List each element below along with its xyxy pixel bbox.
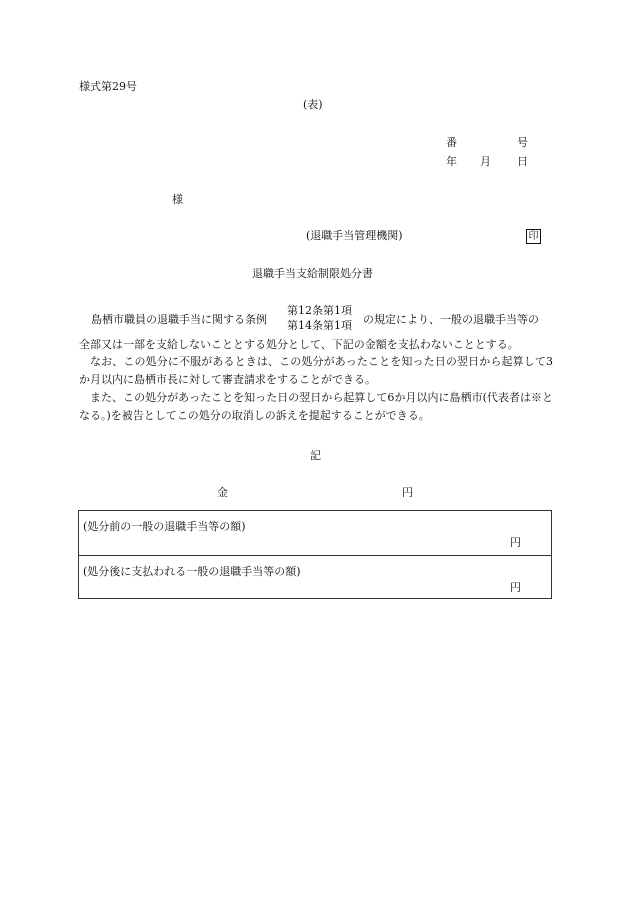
row-unit-before: 円: [510, 536, 521, 549]
addressee-sama: 様: [172, 193, 183, 206]
ki-heading: 記: [310, 449, 321, 462]
form-number: 様式第29号: [79, 80, 137, 93]
article-stack: [287, 303, 352, 333]
article-option-12: 第12条第1項: [287, 304, 352, 317]
article-option-14: 第14条第1項: [287, 319, 352, 332]
amount-label: 金: [217, 486, 228, 499]
para1-lead: 島栖市職員の退職手当に関する条例: [91, 313, 267, 326]
para1-tail: の規定により、一般の退職手当等の: [363, 313, 539, 326]
amount-unit: 円: [402, 486, 413, 499]
para2: なお、この処分に不服があるときは、この処分があったことを知った日の翌日から起算して3か月以内に島栖市長に対して審査請求をすることができる。: [79, 355, 553, 386]
para3: また、この処分があったことを知った日の翌日から起算して6か月以内に島栖市(代表者は※となる。)を被告としてこの処分の取消しの訴えを提起することができる。: [79, 391, 553, 422]
side-label: (表): [303, 98, 323, 111]
row-label-after: (処分後に支払われる一般の退職手当等の額): [83, 565, 301, 578]
row-unit-after: 円: [510, 581, 521, 594]
amount-table: [78, 510, 552, 599]
date-year: 年: [446, 155, 457, 168]
table-row: [79, 511, 551, 555]
para1-line2: 全部又は一部を支給しないこととする処分として、下記の金額を支払わないこととする。: [79, 338, 519, 351]
document-title: 退職手当支給制限処分書: [252, 267, 373, 280]
number-ban: 番: [446, 136, 457, 149]
row-label-before: (処分前の一般の退職手当等の額): [83, 520, 246, 533]
date-day: 日: [517, 155, 528, 168]
date-month: 月: [480, 155, 491, 168]
table-row: [79, 555, 551, 599]
number-gou: 号: [517, 136, 528, 149]
seal-mark: 印: [526, 229, 541, 244]
issuer-label: (退職手当管理機関): [306, 229, 403, 242]
